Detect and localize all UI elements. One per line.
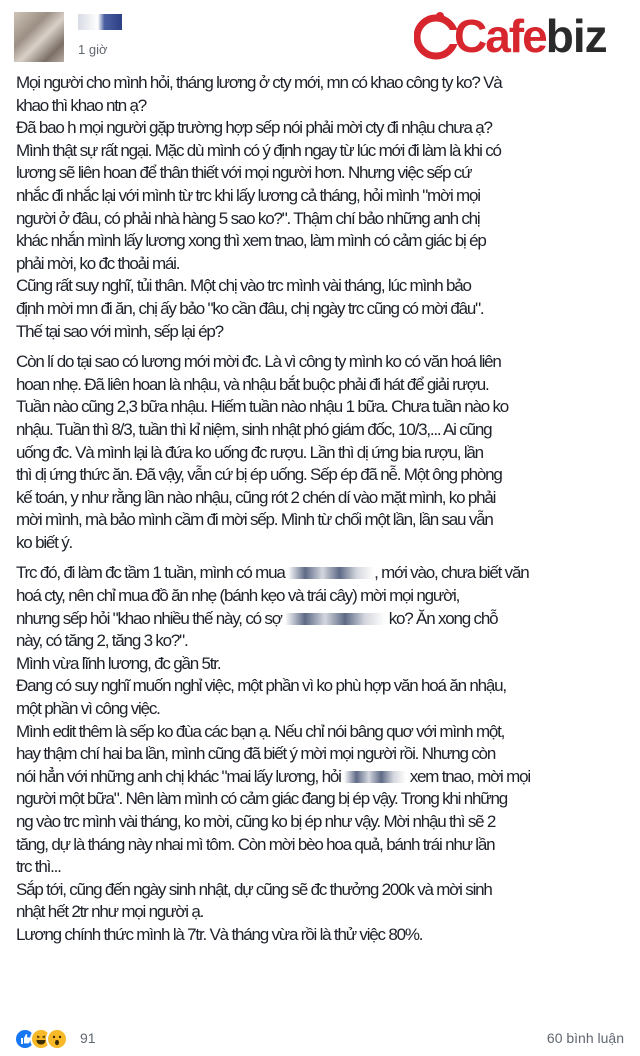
post-line: ng vào trc mình vài tháng, ko mời, cũng ko bị ép như vậy. Mời nhậu thì sẽ 2 — [16, 812, 496, 831]
post-line: khao thì khao ntn ạ? — [16, 95, 147, 115]
post-line: uống đc. Và mình lại là đứa ko uống đc rượu. Lần thì dị ứng bia rượu, lần — [16, 442, 483, 462]
post-line: hoan nhẹ. Đã liên hoan là nhậu, và nhậu bắt buộc phải đi hát để giải rượu. — [16, 374, 489, 394]
post-line: Mình thật sự rất ngại. Mặc dù mình có ý định ngay từ lúc mới đi làm là khi có — [16, 140, 501, 160]
post-line: Mình vừa lĩnh lương, đc gần 5tr. — [16, 653, 221, 673]
post-line: Còn lí do tại sao có lương mới mời đc. Là vì công ty mình ko có văn hoá liên — [16, 352, 501, 372]
post-line-text: nhưng sếp hỏi "khao nhiều thế này, có sợ — [16, 608, 286, 628]
post-line: trc thì... — [16, 857, 61, 877]
post-header — [0, 0, 640, 68]
redacted-text — [288, 567, 374, 579]
post-line: Cũng rất suy nghĩ, tủi thân. Một chị vào trc mình vài tháng, lúc mình bảo — [16, 276, 471, 296]
post-timestamp[interactable]: 1 giờ — [78, 42, 108, 57]
comment-count-link[interactable]: 60 bình luận — [546, 1030, 624, 1046]
post-line — [16, 766, 628, 789]
post-line: một phần vì công việc. — [16, 699, 160, 719]
post-line: lương sẽ liên hoan để thân thiết với mọi người hơn. Nhưng việc sếp cứ — [16, 163, 472, 183]
post-line: kế toán, y như rằng lần nào nhậu, cũng rót 2 chén dí vào mặt mình, ko phải — [16, 487, 496, 507]
post-line — [16, 562, 628, 585]
post-line: phải mời, ko đc thoải mái. — [16, 253, 180, 273]
post-line-text: xem tnao, mời mọi — [406, 766, 530, 786]
wow-reaction-icon — [46, 1028, 68, 1050]
post-line-text: ko? Ăn xong chỗ — [385, 608, 498, 628]
cafebiz-logo — [414, 10, 614, 62]
post-paragraph-2 — [16, 351, 628, 554]
post-line: khác nhắn mình lấy lương xong thì xem tnao, làm mình có cảm giác bị ép — [16, 231, 486, 251]
post-line: nhậu. Tuần thì 8/3, tuần thì kỉ niệm, sinh nhật phó giám đốc, 10/3,... Ai cũng — [16, 419, 492, 439]
post-paragraph-1 — [16, 72, 628, 343]
post-line: Tuần nào cũng 2,3 bữa nhậu. Hiếm tuần nào nhậu 1 bữa. Chưa tuần nào ko — [16, 397, 509, 417]
reaction-icons[interactable] — [14, 1028, 78, 1052]
post-line-text: nói hẳn với những anh chị khác "mai lấy lương, hỏi — [16, 766, 345, 786]
post-line-text: Trc đó, đi làm đc tầm 1 tuần, mình có mua — [16, 563, 289, 583]
post-footer — [0, 1024, 640, 1056]
avatar[interactable] — [14, 12, 64, 62]
logo-text-biz: biz — [545, 10, 607, 62]
post-line: nhật hết 2tr như mọi người ạ. — [16, 902, 204, 922]
post-paragraph-3 — [16, 562, 628, 946]
author-name-blurred[interactable] — [78, 14, 122, 30]
post-line: định mời mn đi ăn, chị ấy bảo "ko cần đâu, chị ngày trc cũng có mời đâu". — [16, 298, 484, 318]
post-line: này, có tăng 2, tăng 3 ko?". — [16, 631, 188, 651]
redacted-text — [285, 613, 385, 625]
post-line — [16, 608, 628, 631]
post-line: người ở đâu, có phải nhà hàng 5 sao ko?". Thậm chí bảo những anh chị — [16, 208, 480, 228]
post-line: ko biết ý. — [16, 532, 73, 552]
post-line: thì dị ứng thức ăn. Đã vậy, vẫn cứ bị ép uống. Sếp ép đã nễ. Một ông phòng — [16, 465, 502, 485]
post-line: Sắp tới, cũng đến ngày sinh nhật, dự cũng sẽ đc thưởng 200k và mời sinh — [16, 879, 492, 899]
post-line: hoá cty, nên chỉ mua đồ ăn nhẹ (bánh kẹo và trái cây) mời mọi người, — [16, 586, 460, 606]
post-body — [16, 72, 628, 947]
post-line: Đang có suy nghĩ muốn nghỉ việc, một phần vì ko phù hợp văn hoá ăn nhậu, — [16, 676, 506, 696]
post-line: Lương chính thức mình là 7tr. Và tháng vừa rồi là thử việc 80%. — [16, 924, 423, 944]
post-line: Mọi người cho mình hỏi, tháng lương ở cty mới, mn có khao công ty ko? Và — [16, 73, 502, 92]
post-line: tăng, dự là tháng này nhai mì tôm. Còn mời bèo hoa quả, bánh trái như lần — [16, 834, 495, 854]
post-line: Thế tại sao với mình, sếp lại ép? — [16, 321, 223, 341]
post-line: mời mình, mà bảo mình cầm đi mời sếp. Mình từ chối một lần, lần sau vẫn — [16, 510, 493, 530]
post-line-text: , mới vào, chưa biết văn — [374, 563, 529, 583]
logo-text-cafe: Cafe — [454, 10, 546, 62]
post-line: Đã bao h mọi người gặp trường hợp sếp nói phải mời cty đi nhậu chưa ạ? — [16, 118, 492, 138]
redacted-text — [344, 771, 406, 783]
post-line: Mình edit thêm là sếp ko đùa các bạn ạ. Nếu chỉ nói bâng quơ với mình một, — [16, 721, 505, 741]
post-line: người một bữa". Nên làm mình có cảm giác đang bị ép vậy. Trong khi những — [16, 789, 507, 809]
reaction-count[interactable]: 91 — [80, 1030, 96, 1046]
post-line: nhắc đi nhắc lại với mình từ trc khi lấy lương cả tháng, hỏi mình "mời mọi — [16, 185, 480, 205]
post-line: hay thậm chí hai ba lần, mình cũng đã biết ý mời mọi người rồi. Nhưng còn — [16, 744, 496, 764]
